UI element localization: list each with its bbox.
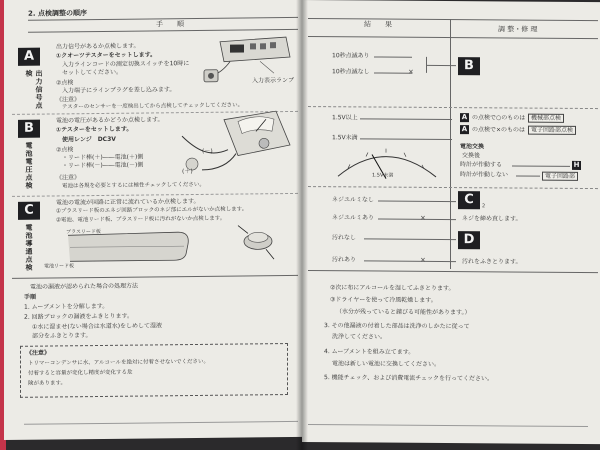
step-c-line-3: ②電池、電池リード板、プラスリード板に汚れがないか点検します。 (56, 215, 226, 224)
step-b-line-6: ・リード棒(－)――電池(－)側 (62, 161, 144, 170)
b-row-2-line (360, 138, 452, 140)
step-c-label: 電池導通点検 (25, 223, 33, 272)
leak-intro: 電池の漏液が認められた場合の処理方法 (30, 282, 139, 291)
c-row-2: ネジユルミあり (332, 214, 375, 222)
step-a-label: 出力信号点検 (25, 69, 43, 110)
step-a-badge: A (18, 48, 40, 66)
step-b-line-8: 電池は各規を必要とするには極性チェックしてください。 (62, 181, 205, 190)
branch-works-line (512, 165, 570, 166)
leak-step-2-sub-2: 部分をふきとります。 (32, 332, 92, 340)
leak-right-7: 電池は新しい電池に交換してください。 (332, 360, 441, 368)
a-row-2-line (374, 73, 412, 74)
branch-box: 電子回路部 (542, 172, 578, 181)
column-header: 手 順 (156, 20, 184, 29)
branch-not-works: 時計が作動しない (460, 171, 509, 179)
right-footer-rule (308, 424, 588, 427)
a-out-line (426, 65, 456, 66)
caution-line-2: 付着すると容量が変化し精度が変化する危 (28, 369, 133, 377)
leak-right-6: 4. ムーブメントを組み立てます。 (324, 348, 415, 356)
step-a-line-6: 入力端子にラインプラグを差し込みます。 (62, 86, 176, 95)
leak-right-2: ③ドライヤーを使って冷風乾燥します。 (330, 296, 437, 304)
b-result-2-text: の点検で×のものは (472, 126, 526, 134)
step-b-line-1: 電池の電圧があるかどうか点検します。 (56, 116, 164, 125)
step-b-line-5: ・リード棒(＋)――電池(＋)側 (62, 153, 144, 162)
a-row-2: 10秒点滅なし (332, 68, 370, 76)
step-c-line-2: ①プラスリード板のエネジ回路ブロックのネジ部にエルがないか点検します。 (56, 206, 248, 215)
leak-right-5: 洗浄してください。 (332, 333, 387, 341)
c-target-sub: 2 (482, 203, 486, 210)
step-b-label: 電池電圧点検 (25, 141, 33, 190)
c-divider (308, 270, 598, 273)
step-a-line-4: セットしてください。 (62, 68, 123, 77)
multimeter-illustration (180, 105, 298, 180)
right-header-rule-bottom (308, 36, 598, 39)
d-action-text: 汚れをふきとります。 (462, 258, 522, 266)
c-action-text: ネジを締め直します。 (462, 215, 522, 223)
header-result: 結 果 (364, 20, 392, 29)
step-a-line-1: 出力信号があるか点検します。 (56, 42, 140, 51)
step-a-line-7: 《注意》 (56, 96, 81, 104)
c-row-3-line (364, 238, 456, 240)
b-result-1-text: の点検で○のものは (472, 114, 526, 122)
column-divider (450, 19, 451, 269)
leak-step-2: 2. 回路ブロックの漏液をふきとります。 (24, 312, 134, 321)
step-b-line-2: ①テスターをセットします。 (56, 125, 133, 134)
b-divider (308, 186, 598, 189)
header-rule-bottom (28, 29, 298, 33)
c-row-4: 汚れあり (332, 256, 357, 264)
b-row-1-line (360, 118, 452, 120)
caution-line-1: トリマーコンデンサに水、アルコールを絶対に付着させないでください。 (28, 358, 209, 367)
battery-lead-label: 電池リード板 (44, 263, 75, 270)
leak-right-1: ②次に布にアルコールを湿してふきとります。 (330, 284, 455, 293)
header-adjust: 調 整・修 理 (498, 25, 538, 34)
step-b-line-4: ②点検 (56, 146, 74, 154)
right-header-rule (308, 18, 598, 21)
branch-target-badge: H (573, 160, 580, 169)
input-lamp-label: 入力表示ランプ (252, 76, 295, 85)
b-result-2-box: 電子回路部点検 (528, 126, 576, 135)
step-a-line-2: ①クオーツテスターをセットします。 (56, 51, 157, 60)
leak-right-3: （水分が残っていると錆びる可能性があります。） (336, 308, 471, 317)
c-row-1: ネジユルミなし (332, 196, 375, 204)
step-b-divider (12, 193, 298, 197)
leak-heading: 手順 (24, 293, 37, 301)
battery-change-sub: 交換後 (462, 152, 481, 160)
right-page: 結 果 調 整・修 理 10秒点滅あり 10秒点滅なし × B 1.5V以上 A の点検で○のものは 機械部点検 A の点検で×のものは 電子回路部点検 1.5V未満 電池交換 交換後 時計が作動する H 時計が作動しない 電子回路部 1.5V未満 ネジユルミなし C 2 ネジユルミあり × ネジを締め直します。 汚れなし D 汚れあり × 汚れをふきとります。 ②次に布にアルコールを湿してふきとります。 ③ドライヤーを使って冷風乾燥します。 （水分が残っていると錆びる可能性があります。） 3. その他漏液の付着した部品は洗浄のしかたに従って 洗浄してください。 4. ムーブメントを組み立てます。 電池は新しい電池に交換してください。 5. 機能チェック、および消費電流チェックを行ってください。 (302, 0, 600, 444)
c-row-1-line (378, 201, 456, 203)
leak-right-4: 3. その他漏液の付着した部品は洗浄のしかたに従って (324, 322, 470, 331)
b-result-1-box: 機械部点検 (528, 114, 564, 123)
c-row-3: 汚れなし (332, 234, 357, 242)
b-row-1: 1.5V以上 (332, 114, 358, 122)
section-title: 2. 点検調整の順序 (28, 9, 87, 18)
branch-works: 時計が作動する (460, 161, 503, 169)
c-target-badge: C (458, 191, 480, 209)
step-c-divider (12, 275, 298, 279)
b-result-2-badge: A (461, 125, 468, 134)
leak-step-1: 1. ムーブメントを分解します。 (24, 302, 109, 311)
step-c-badge: C (18, 202, 40, 220)
step-c-line-1: 電池の電流が回路に正常に流れているか点検します。 (56, 197, 200, 207)
left-footer-rule (24, 421, 298, 425)
step-a-line-3: 入力ラインコードの測定切換スイッチを10時に (62, 60, 190, 69)
a-row-1: 10秒点滅あり (332, 52, 370, 60)
a-row-1-line (374, 57, 412, 58)
step-b-line-3: 使用レンジ DC3V (62, 135, 116, 144)
step-a-line-5: ②点検 (56, 79, 74, 87)
caution-title: 《注意》 (26, 349, 51, 357)
d-target-badge: D (458, 231, 480, 249)
step-b-badge: B (18, 120, 40, 138)
b-result-1-badge: A (461, 113, 468, 122)
leak-right-8: 5. 機能チェック、および消費電流チェックを行ってください。 (324, 374, 494, 383)
step-b-line-7: 《注意》 (56, 174, 81, 182)
book-gutter (296, 0, 308, 450)
b-row-2: 1.5V未満 (332, 134, 358, 142)
branch-not-works-line (516, 175, 540, 176)
c-row-2-line (378, 219, 456, 221)
caution-line-3: 険があります。 (28, 380, 67, 387)
a-divider (308, 106, 598, 109)
battery-change-title: 電池交換 (460, 143, 485, 151)
left-page (4, 0, 304, 440)
meter-label: 1.5V未満 (372, 172, 394, 179)
plus-lead-label: プラスリード板 (66, 228, 101, 236)
c-row-4-line (364, 260, 456, 262)
a-target-badge: B (458, 57, 480, 75)
step-a-line-8: テスターのセンサーを一度検出してから点検してチェックしてください。 (62, 102, 244, 111)
figure-plus-label: (＋) (182, 168, 193, 176)
figure-minus-label: (－) (202, 147, 213, 155)
leak-step-2-sub-1: ①水に湿ませ(ない場合は水道水)をしめして湿液 (32, 322, 163, 331)
